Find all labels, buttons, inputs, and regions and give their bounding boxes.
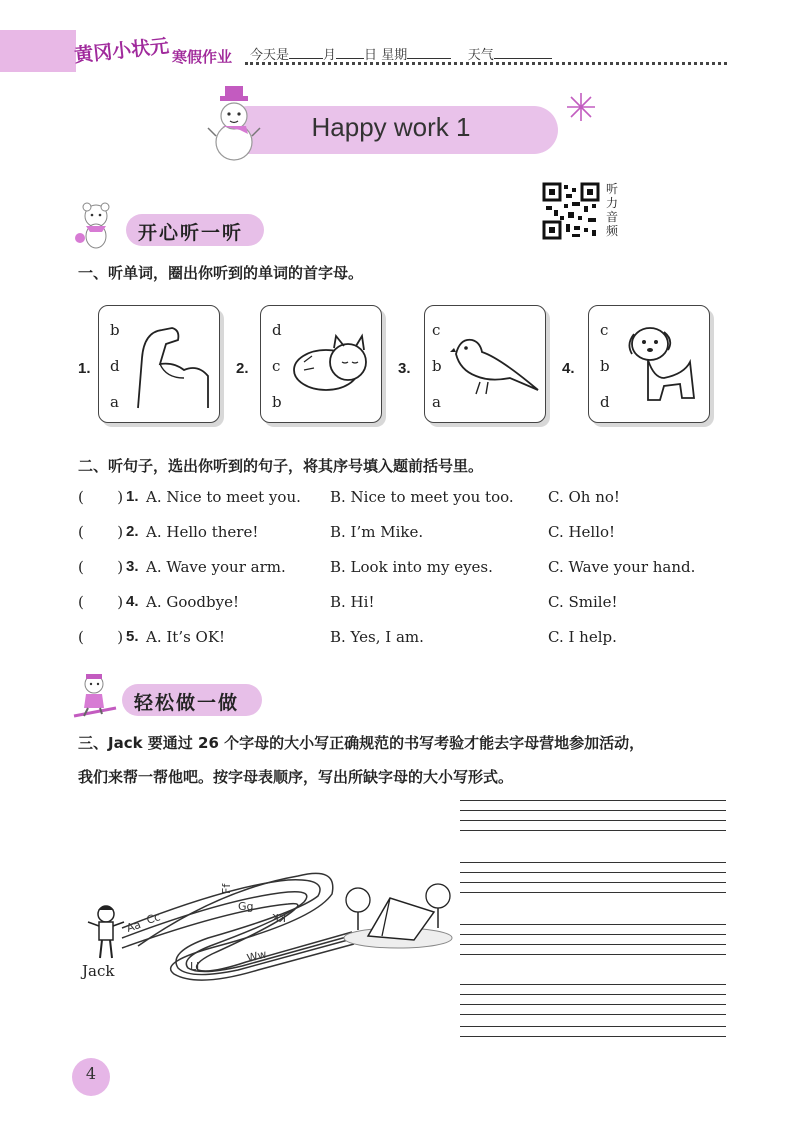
option-b[interactable]: B. I’m Mike. — [330, 523, 424, 541]
date-prefix: 今天是 — [250, 48, 290, 63]
option-a[interactable]: A. Hello there! — [146, 523, 259, 541]
skier-mascot-icon — [72, 672, 118, 724]
option-a[interactable]: A. It’s OK! — [146, 628, 226, 646]
option-b[interactable]: B. Nice to meet you too. — [330, 488, 514, 506]
pic-number: 4. — [562, 360, 575, 377]
option-a[interactable]: A. Goodbye! — [146, 593, 239, 611]
sentence-number: 4. — [126, 593, 139, 610]
sentence-row — [78, 628, 738, 652]
question1-title: 一、听单词，圈出你听到的单词的首字母。 — [78, 264, 364, 282]
weekday-label: 星期 — [381, 48, 408, 63]
bird-icon — [450, 328, 542, 398]
snowman-icon — [206, 86, 264, 162]
answer-bracket[interactable]: ( ) — [78, 488, 124, 506]
sentence-row — [78, 593, 738, 617]
sentence-number: 2. — [126, 523, 139, 540]
path-letter: Aa — [124, 918, 143, 935]
cat-icon — [290, 326, 374, 396]
answer-bracket[interactable]: ( ) — [78, 558, 124, 576]
month-blank[interactable] — [289, 46, 323, 59]
letter-option[interactable]: a — [110, 393, 119, 411]
day-label: 日 — [364, 48, 378, 63]
day-blank[interactable] — [336, 46, 364, 59]
sentence-row — [78, 558, 738, 582]
pic-number: 3. — [398, 360, 411, 377]
dog-icon — [624, 318, 696, 404]
sentence-number: 3. — [126, 558, 139, 575]
jack-label: Jack — [82, 962, 115, 980]
letter-option[interactable]: b — [110, 321, 120, 339]
brand-logo: 黄冈小状元 — [73, 35, 171, 67]
arm-icon — [128, 318, 214, 412]
pic-number: 1. — [78, 360, 91, 377]
letter-option[interactable]: b — [272, 393, 282, 411]
page-number: 4 — [85, 1064, 97, 1083]
letter-options — [272, 312, 282, 420]
month-label: 月 — [323, 48, 337, 63]
letter-option[interactable]: c — [272, 357, 281, 375]
question3-line2: 我们来帮一帮他吧。按字母表顺序，写出所缺字母的大小写形式。 — [78, 768, 514, 786]
option-b[interactable]: B. Yes, I am. — [330, 628, 424, 646]
snowflake-icon — [566, 92, 596, 122]
qr-label: 听力音频 — [606, 182, 619, 238]
section2-title: 轻松做一做 — [134, 692, 240, 714]
camp-tent-icon — [342, 880, 454, 950]
option-a[interactable]: A. Wave your arm. — [146, 558, 286, 576]
sentence-number: 5. — [126, 628, 139, 645]
sentence-row — [78, 523, 738, 547]
option-b[interactable]: B. Look into my eyes. — [330, 558, 493, 576]
sentence-row — [78, 488, 738, 512]
letter-option[interactable]: b — [600, 357, 610, 375]
path-letter: Gg — [238, 900, 254, 913]
homework-label: 寒假作业 — [172, 48, 233, 66]
option-a[interactable]: A. Nice to meet you. — [146, 488, 301, 506]
answer-bracket[interactable]: ( ) — [78, 593, 124, 611]
section1-title: 开心听一听 — [138, 222, 244, 244]
letter-option[interactable]: b — [432, 357, 442, 375]
pic-number: 2. — [236, 360, 249, 377]
weather-blank[interactable] — [494, 46, 552, 59]
letter-option[interactable]: c — [600, 321, 609, 339]
option-c[interactable]: C. Smile! — [548, 593, 618, 611]
bear-mascot-icon — [72, 200, 120, 250]
letter-option[interactable]: a — [432, 393, 441, 411]
header-tab — [0, 30, 76, 72]
sentence-number: 1. — [126, 488, 139, 505]
path-letter: Kk — [272, 911, 286, 924]
letter-option[interactable]: d — [272, 321, 282, 339]
letter-option[interactable]: d — [110, 357, 120, 375]
option-b[interactable]: B. Hi! — [330, 593, 375, 611]
header-divider — [245, 62, 727, 65]
letter-options — [432, 312, 442, 420]
path-letter: Ff — [220, 883, 233, 894]
question3-line1: 三、Jack 要通过 26 个字母的大小写正确规范的书写考验才能去字母营地参加活动， — [78, 734, 645, 752]
answer-bracket[interactable]: ( ) — [78, 628, 124, 646]
qr-code-icon[interactable] — [542, 182, 600, 240]
option-c[interactable]: C. Wave your hand. — [548, 558, 696, 576]
letter-options — [600, 312, 610, 420]
date-line — [250, 44, 552, 63]
option-c[interactable]: C. Hello! — [548, 523, 616, 541]
answer-bracket[interactable]: ( ) — [78, 523, 124, 541]
letter-option[interactable]: c — [432, 321, 441, 339]
path-letter: Ll — [190, 960, 200, 973]
option-c[interactable]: C. Oh no! — [548, 488, 620, 506]
page-title: Happy work 1 — [311, 112, 471, 142]
path-letter: Ww — [245, 947, 269, 965]
option-c[interactable]: C. I help. — [548, 628, 617, 646]
question2-title: 二、听句子，选出你听到的句子，将其序号填入题前括号里。 — [78, 457, 484, 475]
weekday-blank[interactable] — [407, 46, 451, 59]
path-letter: Cc — [144, 910, 162, 927]
weather-label: 天气 — [467, 48, 494, 63]
letter-option[interactable]: d — [600, 393, 610, 411]
letter-options — [110, 312, 120, 420]
